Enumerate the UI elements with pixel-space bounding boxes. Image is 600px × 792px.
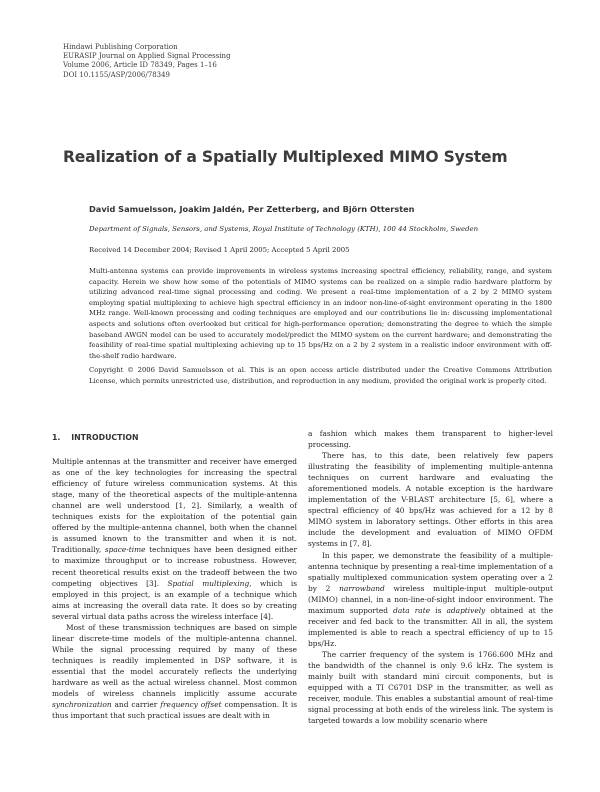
emphasis: space-time	[104, 545, 146, 555]
left-column	[52, 428, 297, 721]
submission-dates: Received 14 December 2004; Revised 1 April 2005; Accepted 5 April 2005	[89, 246, 350, 254]
emphasis: data rate	[393, 605, 431, 615]
emphasis: synchronization	[52, 700, 112, 710]
affiliation: Department of Signals, Sensors, and Systems, Royal Institute of Technology (KTH), 100 44 Stockholm, Sweden	[89, 225, 479, 233]
text-run: In this paper, we demonstrate the feasibility of a multiple-antenna technique by presenting a real-time implementation of a spatially multiplexed communication system operating over a 2 by 2	[308, 550, 553, 593]
text-run: Multiple antennas at the transmitter and receiver have emerged as one of the key technologies for increasing the spectral efficiency of future wireless communication systems. At this stage, many of the theoretical aspects of the multiple-antenna channel are well understood [1, 2]. Similarly, a wealth of techniques exists for the exploitation of the potential gain offered by the multiple-antenna channel, both when the channel is assumed known to the transmitter and when it is not. Traditionally,	[52, 457, 297, 555]
text-run: , which is employed in this project, is an example of a technique which aims at increasing the overall data rate. It does so by creating several virtual data paths across the wireless interface [4].	[52, 578, 297, 621]
paragraph: There has, to this date, been relatively few papers illustrating the feasibility of implementing multiple-antenna techniques on current hardware and evaluating the aforementioned models. A notable exception is the hardware implementation of the V-BLAST architecture [5, 6], where a spectral efficiency of 40 bps/Hz was achieved for a 12 by 8 MIMO system in laboratory settings. Other efforts in this area include the development and evaluation of MIMO OFDM systems in [7, 8].	[308, 451, 553, 549]
volume-line: Volume 2006, Article ID 78349, Pages 1–16	[63, 61, 217, 70]
emphasis: narrowband	[339, 583, 385, 593]
section-heading	[52, 432, 297, 443]
right-column	[308, 428, 553, 726]
paper-title: Realization of a Spatially Multiplexed MIMO System	[63, 148, 508, 166]
journal-header	[63, 43, 231, 80]
journal-line: EURASIP Journal on Applied Signal Processing	[63, 52, 231, 61]
text-run: is	[430, 605, 447, 615]
text-run: and carrier	[111, 700, 161, 710]
text-run: obtained at the receiver and fed back to the transmitter. All in all, the system implemented is able to reach a spectral efficiency of up to 15 bps/Hz.	[308, 605, 553, 648]
paragraph: The carrier frequency of the system is 1766.600 MHz and the bandwidth of the channel is only 9.6 kHz. The system is mainly built with standard mini circuit components, but is equipped with a TI C6701 DSP in the transmitter, as well as receiver, module. This enables a substantial amount of real-time signal processing at both ends of the wireless link. The system is targeted towards a low mobility scenario where	[308, 649, 553, 726]
text-run: compensation. It is thus important that such practical issues are dealt with in	[52, 700, 297, 721]
emphasis: frequency offset	[160, 700, 222, 710]
copyright-notice: Copyright © 2006 David Samuelsson et al. This is an open access article distributed under the Creative Commons Attribution License, which permits unrestricted use, distribution, and reproduction in any medium, provided the original work is properly cited.	[89, 366, 552, 385]
publisher-line: Hindawi Publishing Corporation	[63, 43, 178, 51]
text-run: wireless multiple-input multiple-output (MIMO) channel, in a non-line-of-sight indoor environment. The maximum supported	[308, 583, 553, 615]
doi-line: DOI 10.1155/ASP/2006/78349	[63, 70, 171, 79]
paragraph	[52, 456, 297, 622]
section-title: INTRODUCTION	[71, 433, 139, 442]
paragraph: a fashion which makes them transparent to higher-level processing.	[308, 429, 553, 450]
emphasis: adaptively	[446, 605, 486, 615]
abstract: Multi-antenna systems can provide improvements in wireless systems increasing spectral efficiency, reliability, range, and system capacity. Herein we show how some of the potentials of MIMO systems can be realized on a simple radio hardware platform by utilizing advanced real-time signal processing and coding. We present a real-time implementation of a 2 by 2 MIMO system employing spatial multiplexing to achieve high spectral efficiency in an indoor non-line-of-sight environment operating in the 1800 MHz range. Well-known processing and coding techniques are employed and our contributions lie in: discussing implementational aspects and solutions often overlooked but critical for high-performance operation; demonstrating the degree to which the simple baseband AWGN model can be used to accurately model/predict the MIMO system on the current hardware; and demonstrating the feasibility of real-time spatial multiplexing achieving up to 15 bps/Hz on a 2 by 2 system in a realistic indoor environment with off-the-shelf radio hardware.	[89, 267, 552, 360]
author-list: David Samuelsson, Joakim Jaldén, Per Zetterberg, and Björn Ottersten	[89, 204, 415, 214]
text-run: Most of these transmission techniques are based on simple linear discrete-time models of the multiple-antenna channel. While the signal processing required by many of these techniques is readily implemented in DSP software, it is essential that the model accurately reflects the underlying hardware as well as the actual wireless channel. Most common models of wireless channels implicitly assume accurate	[52, 622, 297, 699]
section-number: 1.	[52, 433, 61, 442]
paragraph	[52, 622, 297, 721]
text-run: techniques have been designed either to maximize throughput or to increase robustness. However, recent theoretical results exist on the tradeoff between the two competing objectives [3].	[52, 545, 297, 588]
emphasis: Spatial multiplexing	[167, 578, 250, 588]
paragraph	[308, 550, 553, 649]
